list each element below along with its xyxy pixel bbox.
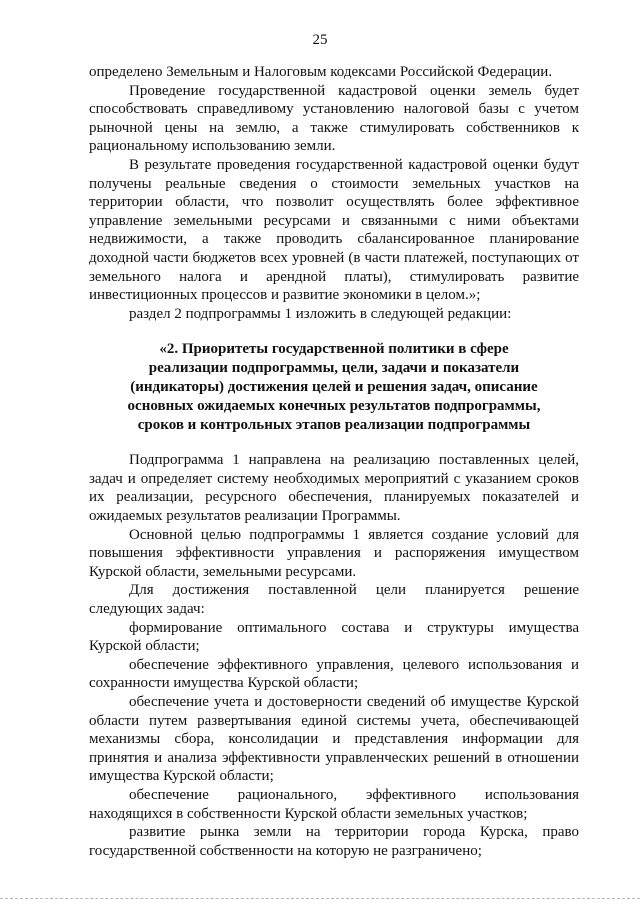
page-edge-divider <box>0 898 640 899</box>
paragraph: Проведение государственной кадастровой оценки земель будет способствовать справедливому установлению налоговой базы с учетом рыночной цены на землю, а также стимулировать собственников к рациональному использованию земли. <box>89 82 579 155</box>
list-item: обеспечение эффективного управления, целевого использования и сохранности имущества Курской области; <box>89 656 579 692</box>
list-item: обеспечение учета и достоверности сведений об имуществе Курской области путем развертывания единой системы учета, обеспечивающей механизмы сбора, консолидации и представления информации для принятия и анализа эффективности управленческих решений в отношении имущества Курской области; <box>89 694 579 785</box>
paragraph: Подпрограмма 1 направлена на реализацию поставленных целей, задач и определяет систему необходимых мероприятий с указанием сроков их реализации, ресурсного обеспечения, планируемых показателей и ожидаемых результатов реализации Программы. <box>89 452 579 525</box>
paragraph: определено Земельным и Налоговым кодексами Российской Федерации. <box>89 64 553 80</box>
section-heading-line: основных ожидаемых конечных результатов подпрограммы, <box>127 397 541 414</box>
page-number: 25 <box>312 32 328 48</box>
list-item: обеспечение рационального, эффективного использования находящихся в собственности Курской области земельных участков; <box>89 786 579 822</box>
paragraph: раздел 2 подпрограммы 1 изложить в следующей редакции: <box>129 305 512 322</box>
paragraph: В результате проведения государственной кадастровой оценки будут получены реальные сведения о стоимости земельных участков на территории области, что позволит осуществлять более эффективное управление земельными ресурсами и связанными с ними объектами недвижимости, а также проводить сбалансированное планирование доходной части бюджетов всех уровней (в части платежей, поступающих от земельного налога и арендной платы), стимулировать развитие инвестиционных процессов и развитие экономики в целом.»; <box>89 156 579 304</box>
section-heading-line: сроков и контрольных этапов реализации подпрограммы <box>137 416 531 433</box>
list-item: развитие рынка земли на территории города Курска, право государственной собственности на которую не разграничено; <box>89 824 579 859</box>
section-heading <box>89 340 579 434</box>
section-heading-line: (индикаторы) достижения целей и решения задач, описание <box>130 378 538 395</box>
list-item: формирование оптимального состава и структуры имущества Курской области; <box>89 619 579 655</box>
section-heading-line: «2. Приоритеты государственной политики в сфере <box>159 341 509 358</box>
paragraph: Основной целью подпрограммы 1 является создание условий для повышения эффективности управления и распоряжения имуществом Курской области, земельными ресурсами. <box>89 526 579 580</box>
paragraph: Для достижения поставленной цели планируется решение следующих задач: <box>89 582 579 618</box>
document-body <box>89 63 579 860</box>
section-heading-line: реализации подпрограммы, цели, задачи и показатели <box>148 360 520 377</box>
